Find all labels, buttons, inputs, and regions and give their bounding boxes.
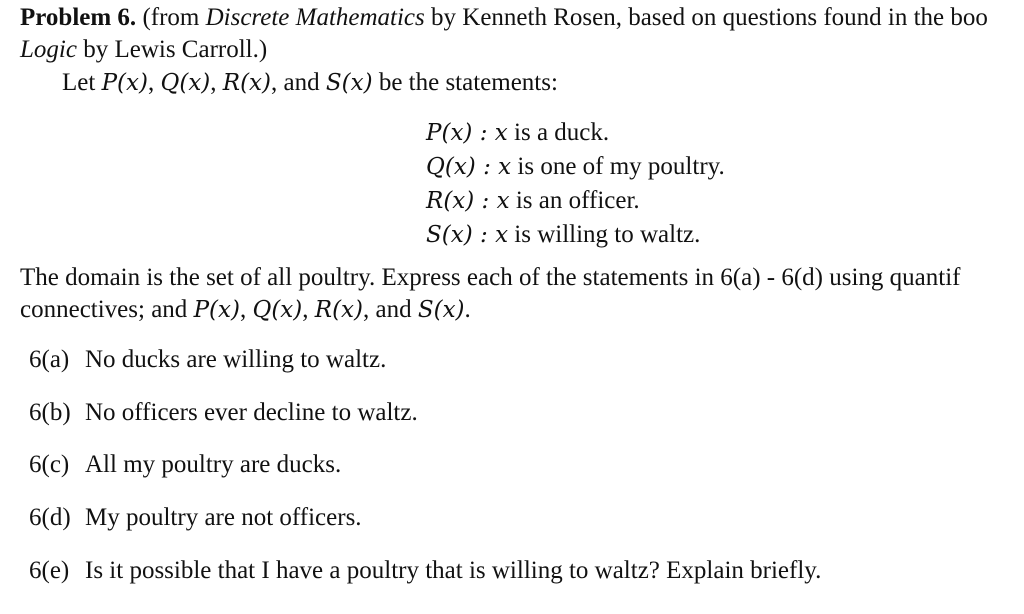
definition-r (426, 184, 725, 218)
item-text: All my poultry are ducks. (85, 451, 342, 479)
author-line: by Kenneth Rosen, based on questions found in the boo (424, 4, 988, 31)
definition-var: x (496, 188, 510, 214)
book-title-logic: Logic (20, 36, 77, 63)
list-item (29, 449, 821, 502)
definition-text: is an officer. (509, 187, 640, 214)
predicate-q: Q(x) (252, 297, 303, 323)
intro-suffix: be the statements: (372, 69, 558, 96)
question-list (29, 344, 821, 607)
predicate-s: S(x) (325, 70, 373, 96)
predicate-p: P(x) (101, 70, 148, 96)
definition-p (426, 116, 725, 150)
definition-colon: : (474, 188, 497, 214)
predicate-definitions (426, 116, 725, 252)
item-number: 6(a) (29, 346, 70, 373)
list-item (29, 344, 821, 397)
predicate-r: R(x) (222, 70, 272, 96)
domain-sep: , (302, 296, 315, 323)
definition-colon: : (475, 154, 499, 180)
definition-symbol: S(x) (426, 222, 473, 248)
problem-header (20, 2, 988, 34)
list-item (29, 555, 821, 608)
definition-s (426, 218, 725, 252)
from-prefix: (from (142, 4, 206, 31)
item-text: No ducks are willing to waltz. (85, 346, 387, 373)
definition-text: is one of my poultry. (511, 153, 725, 180)
book2-suffix: by Lewis Carroll.) (76, 36, 268, 63)
definition-colon: : (472, 222, 496, 248)
problem-header-continued (20, 34, 267, 66)
definition-symbol: P(x) (426, 120, 473, 146)
list-item (29, 502, 821, 555)
item-text: No officers ever decline to waltz. (85, 398, 418, 426)
item-text: My poultry are not officers. (85, 504, 362, 532)
domain-text: The domain is the set of all poultry. Express each of the statements in 6(a) - 6(d) using quantif (20, 264, 961, 291)
domain-prefix: connectives; and (20, 296, 194, 323)
domain-and: , and (363, 296, 418, 323)
definition-var: x (494, 120, 508, 146)
item-number: 6(c) (29, 451, 70, 479)
intro-prefix: Let (62, 69, 102, 96)
definition-var: x (498, 154, 512, 180)
definition-q (426, 150, 725, 184)
definition-text: is willing to waltz. (508, 221, 701, 248)
definition-symbol: Q(x) (426, 154, 476, 180)
item-number: 6(d) (29, 504, 71, 532)
item-number: 6(e) (29, 556, 70, 584)
predicate-s: S(x) (417, 297, 465, 323)
definition-var: x (495, 222, 509, 248)
item-text: Is it possible that I have a poultry that is willing to waltz? Explain briefly. (85, 556, 822, 584)
item-number: 6(b) (29, 398, 71, 426)
intro-and: , and (271, 69, 326, 96)
intro-sep-1: , (147, 69, 161, 96)
domain-line-1 (20, 262, 961, 294)
predicate-r: R(x) (314, 297, 363, 323)
definition-text: is a duck. (507, 119, 610, 146)
intro-line (62, 67, 558, 99)
domain-sep: , (239, 296, 253, 323)
domain-end: . (464, 296, 471, 323)
list-item (29, 397, 821, 450)
intro-sep-2: , (210, 69, 223, 96)
predicate-q: Q(x) (160, 70, 211, 96)
problem-label: Problem 6. (20, 4, 137, 31)
predicate-p: P(x) (193, 297, 240, 323)
definition-colon: : (472, 120, 495, 146)
book-title-discrete-math: Discrete Mathematics (205, 4, 425, 31)
definition-symbol: R(x) (426, 188, 475, 214)
domain-line-2 (20, 294, 471, 326)
